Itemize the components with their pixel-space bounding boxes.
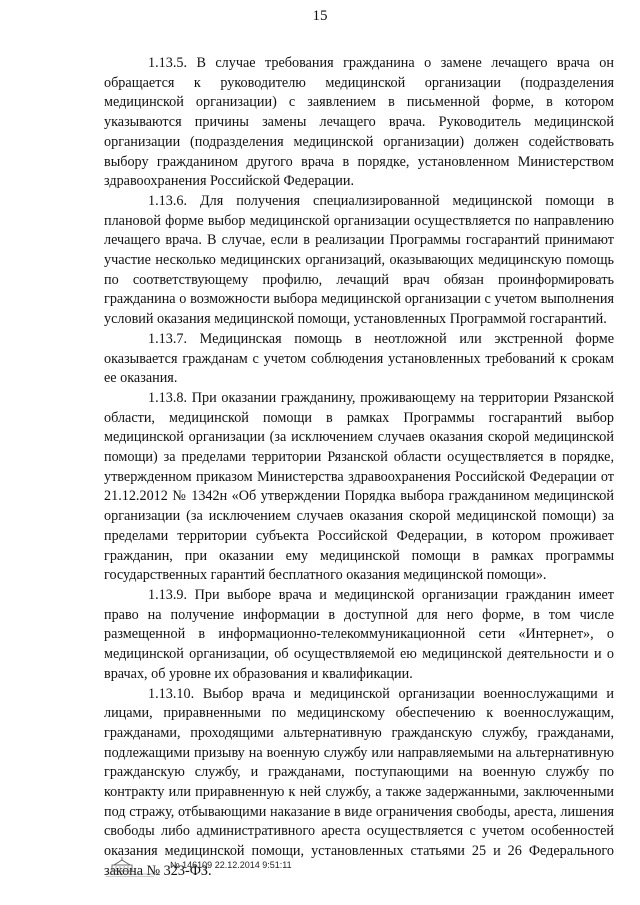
registry-logo-icon [104, 856, 164, 878]
paragraph-1-13-7: 1.13.7. Медицинская помощь в неотложной или экстренной форме оказывается гражданам с учетом соблюдения установленных требований к срокам ее оказания. [104, 330, 614, 387]
paragraph-1-13-10: 1.13.10. Выбор врача и медицинской организации военнослужащими и лицами, приравненными по медицинскому обеспечению к военнослужащим, гражданами, проходящими альтернативную гражданскую службу, гражданами, подлежащими призыву на военную службу или направляемыми на альтернативную гражданскую службу, и гражданами, поступающими на военную службу по контракту или приравненную к ней службу, а также задержанными, заключенными под стражу, отбывающими наказание в виде ограничения свободы, ареста, лишения свободы либо административного ареста осуществляется с учетом особенностей оказания медицинской помощи, установленных статьями 25 и 26 Федерального закона № 323-ФЗ. [104, 685, 614, 879]
document-footer [104, 856, 404, 878]
paragraph-1-13-9: 1.13.9. При выборе врача и медицинской организации гражданин имеет право на получение информации в доступной для него форме, в том числе размещенной в информационно-телекоммуникационной сети «Интернет», о медицинской организации, об осуществляемой ею медицинской деятельности и о врачах, об уровне их образования и квалификации. [104, 586, 614, 682]
paragraph-1-13-8: 1.13.8. При оказании гражданину, проживающему на территории Рязанской области, медицинской помощи в рамках Программы госгарантий выбор медицинской организации (за исключением случаев оказания скорой медицинской помощи) за пределами территории Рязанской области осуществляется в порядке, утвержденном приказом Министерства здравоохранения Российской Федерации от 21.12.2012 № 1342н «Об утверждении Порядка выбора гражданином медицинской организации (за исключением случаев оказания скорой медицинской помощи) за пределами территории субъекта Российской Федерации, в котором проживает гражданин, при оказании ему медицинской помощи в рамках программы государственных гарантий бесплатного оказания медицинской помощи». [104, 389, 614, 584]
paragraph-1-13-6: 1.13.6. Для получения специализированной медицинской помощи в плановой форме выбор медицинской организации осуществляется по направлению лечащего врача. В случае, если в реализации Программы госгарантий принимают участие несколько медицинских организаций, оказывающих медицинскую помощь по соответствующему профилю, лечащий врач обязан проинформировать гражданина о возможности выбора медицинской организации с учетом выполнения условий оказания медицинской помощи, установленных Программой госгарантий. [104, 192, 614, 328]
page-number: 15 [312, 8, 328, 24]
document-stamp: № 146109 22.12.2014 9:51:11 [170, 860, 292, 870]
document-body [104, 54, 614, 882]
paragraph-1-13-5: 1.13.5. В случае требования гражданина о замене лечащего врача он обращается к руководителю медицинской организации (подразделения медицинской организации) с заявлением в письменной форме, в котором указываются причины замены лечащего врача. Руководитель медицинской организации (подразделения медицинской организации) должен содействовать выбору гражданином другого врача в порядке, установленном Министерством здравоохранения Российской Федерации. [104, 55, 614, 190]
